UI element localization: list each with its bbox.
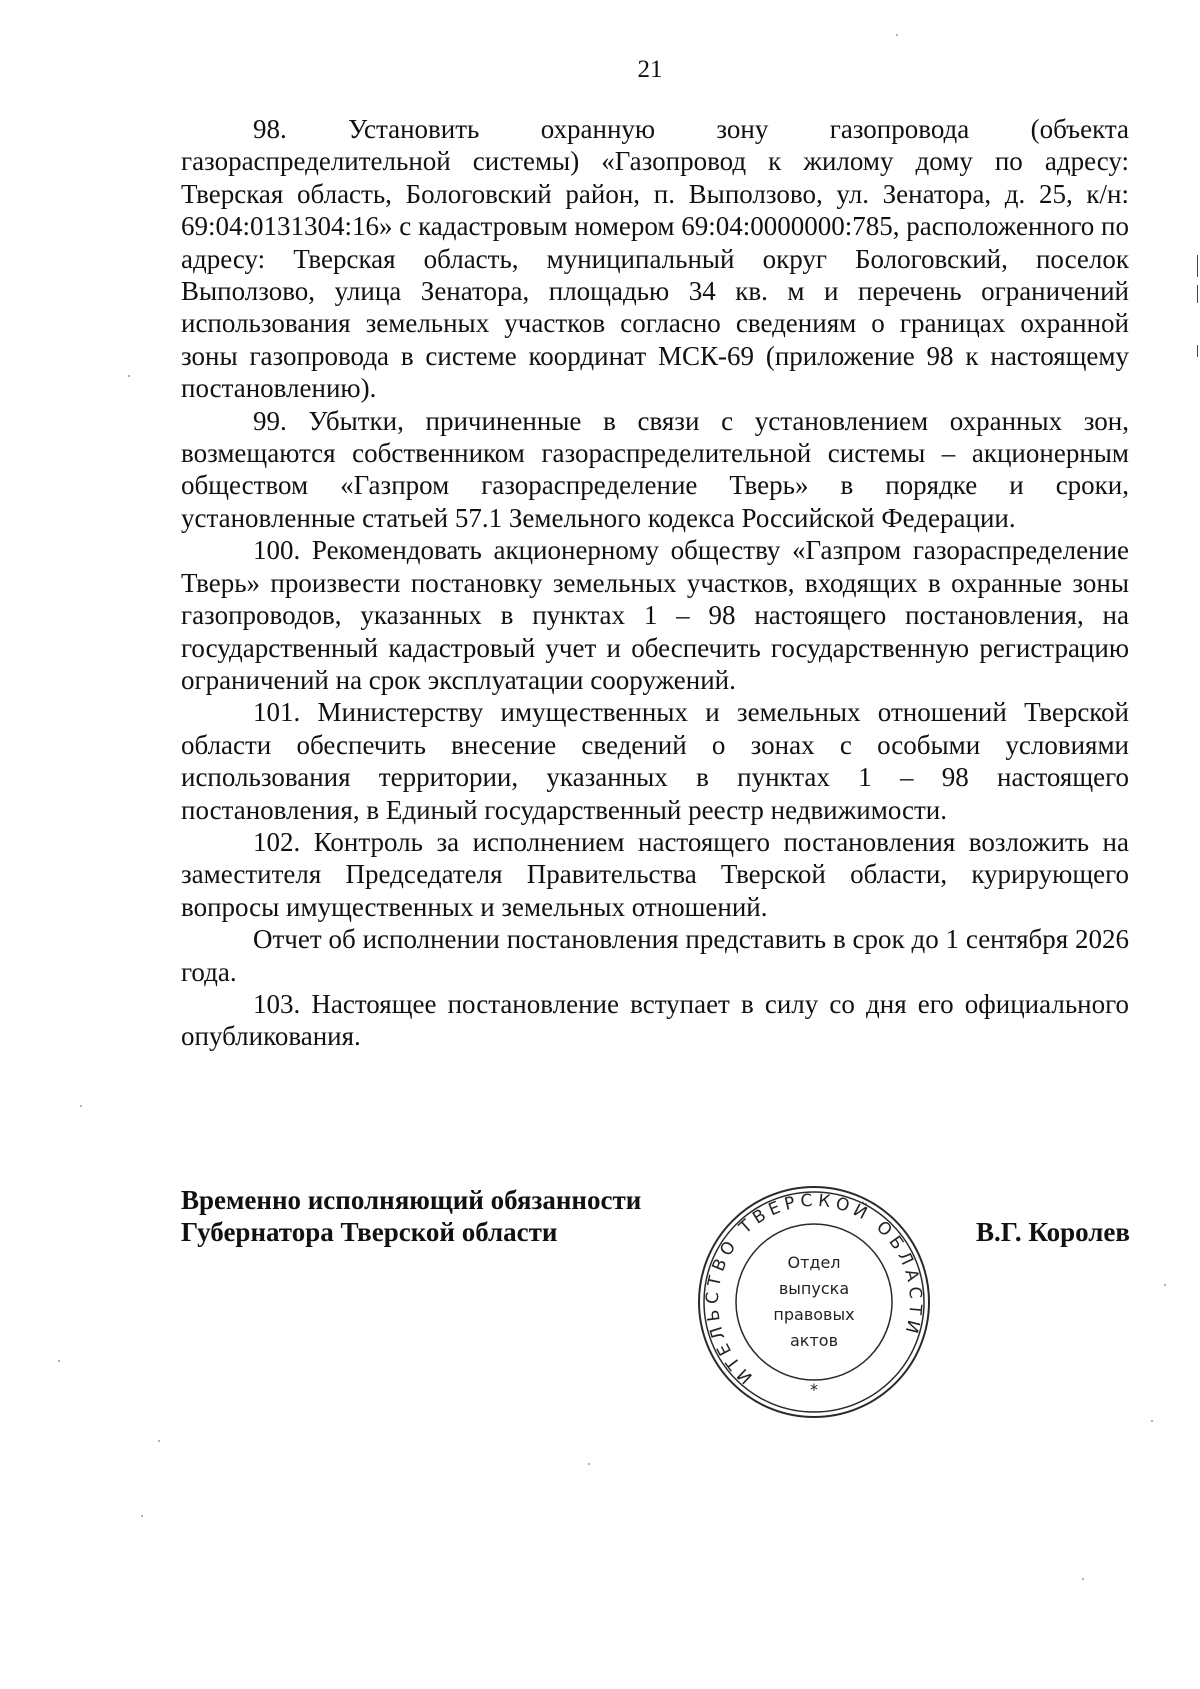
scan-speck xyxy=(80,1105,82,1107)
scan-speck xyxy=(128,375,130,377)
scan-speck xyxy=(158,1440,160,1442)
stamp-center-line-4: актов xyxy=(789,1331,838,1350)
scan-edge-mark xyxy=(1197,255,1198,277)
scan-speck xyxy=(588,1463,590,1465)
signatory-position-line2: Губернатора Тверской области xyxy=(181,1217,558,1247)
scan-speck xyxy=(1151,1420,1153,1422)
paragraph-101: 101. Министерству имущественных и земельных отношений Тверской области обеспечить внесение сведений о зонах с особыми условиями использования территории, указанных в пунктах 1 – 98 настоящего постановления, в Единый государственный реестр недвижимости. xyxy=(181,697,1129,825)
stamp-star: * xyxy=(810,1380,818,1399)
signatory-position-line1: Временно исполняющий обязанности xyxy=(181,1185,642,1215)
paragraph-102: 102. Контроль за исполнением настоящего постановления возложить на заместителя Председателя Правительства Тверской области, курирующего вопросы имущественных и земельных отношений. xyxy=(181,826,1129,922)
scan-speck xyxy=(1082,1578,1084,1580)
scan-speck xyxy=(1164,1284,1166,1286)
paragraph-report: Отчет об исполнении постановления представить в срок до 1 сентября 2026 года. xyxy=(181,924,1129,987)
page-number: 21 xyxy=(637,56,663,83)
paragraph-103: 103. Настоящее постановление вступает в силу со дня его официального опубликования. xyxy=(181,988,1129,1052)
scan-speck xyxy=(141,1515,143,1517)
stamp-center-line-2: выпуска xyxy=(778,1279,850,1298)
paragraph-99: 99. Убытки, причиненные в связи с установлением охранных зон, возмещаются собственником газораспределительной системы – акционерным обществом «Газпром газораспределение Тверь» в порядке и сроки, установленные статьей 57.1 Земельного кодекса Российской Федерации. xyxy=(181,405,1129,533)
stamp-center-text xyxy=(696,1250,932,1354)
official-stamp xyxy=(696,1184,932,1420)
signatory-name: В.Г. Королев xyxy=(976,1217,1130,1247)
scan-edge-mark xyxy=(1197,345,1198,357)
stamp-ring-text: ПРАВИТЕЛЬСТВО ТВЕРСКОЙ ОБЛАСТИ xyxy=(702,1190,926,1388)
stamp-center-line-3: правовых xyxy=(773,1305,855,1324)
scan-speck xyxy=(896,34,898,36)
stamp-center-line-1: Отдел xyxy=(787,1253,841,1272)
scan-edge-mark xyxy=(1197,285,1198,303)
document-body xyxy=(181,113,1129,1053)
signatory-position xyxy=(181,1184,641,1248)
paragraph-98: 98. Установить охранную зону газопровода (объекта газораспределительной системы) «Газопровод к жилому дому по адресу: Тверская область, Бологовский район, п. Выползово, ул. Зенатора, д. 25, к/н: 69:04:0131304:16» с кадастровым номером 69:04:0000000:785, расположенного по адресу: Тверская область, муниципальный округ Бологовский, поселок Выползово, улица Зенатора, площадью 34 кв. м и перечень ограничений использования земельных участков согласно сведениям о границах охранной зоны газопровода в системе координат МСК-69 (приложение 98 к настоящему постановлению). xyxy=(181,114,1129,404)
scan-speck xyxy=(58,1360,60,1362)
paragraph-100: 100. Рекомендовать акционерному обществу «Газпром газораспределение Тверь» произвести постановку земельных участков, входящих в охранные зоны газопроводов, указанных в пунктах 1 – 98 настоящего постановления, на государственный кадастровый учет и обеспечить государственную регистрацию ограничений на срок эксплуатации сооружений. xyxy=(181,535,1129,695)
